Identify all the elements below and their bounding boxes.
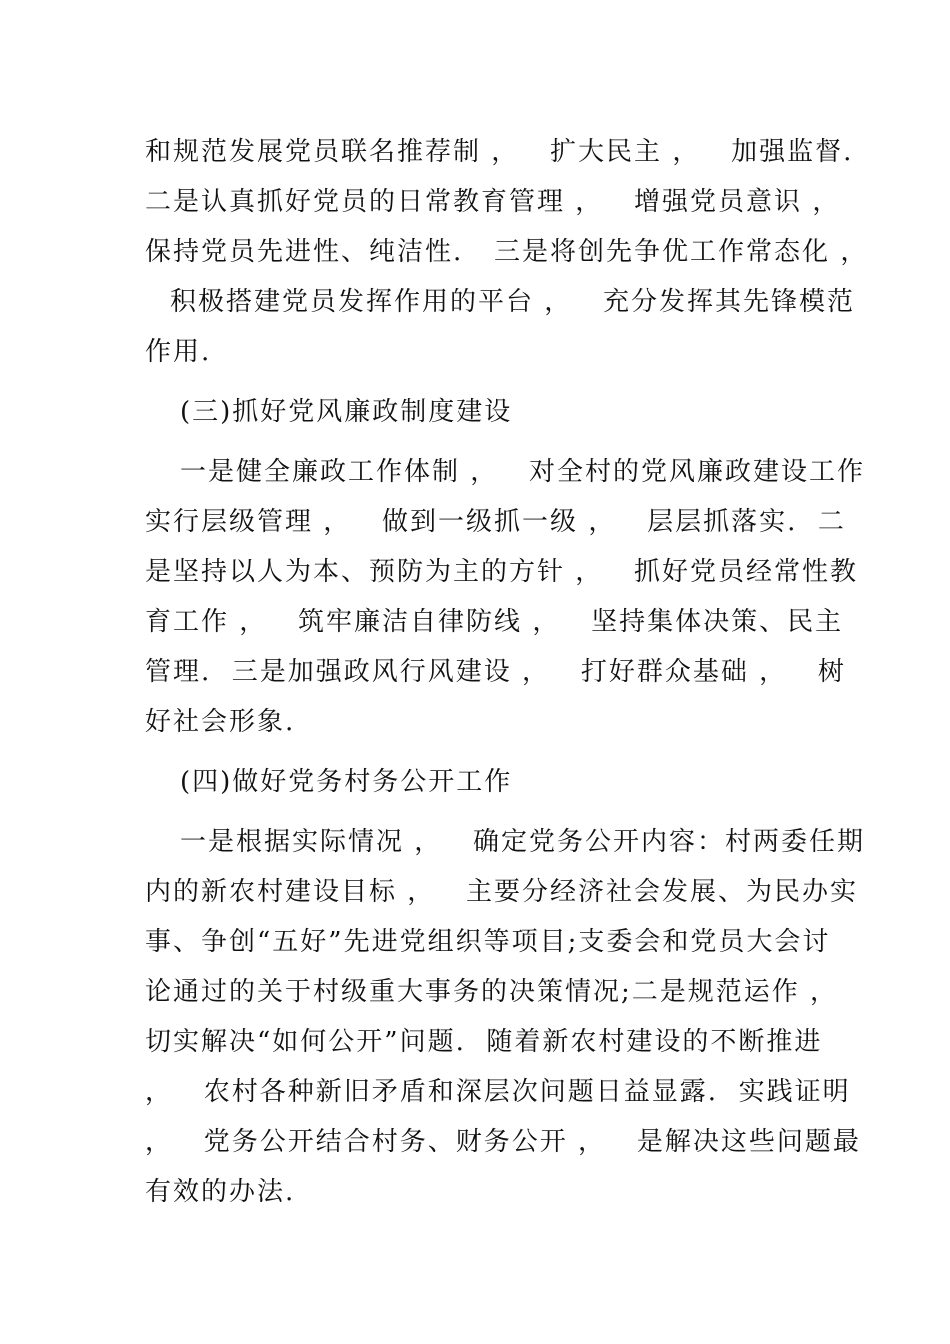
paragraph-line: 作用.	[145, 337, 212, 367]
paragraph-line: 育工作 ， 筑牢廉洁自律防线 ， 坚持集体决策、民主	[145, 607, 844, 637]
paragraph-line: 是坚持以人为本、预防为主的方针 ， 抓好党员经常性教	[145, 557, 859, 587]
paragraph-line: 二是认真抓好党员的日常教育管理 ， 增强党员意识 ，	[145, 187, 841, 217]
paragraph-line: 保持党员先进性、纯洁性. 三是将创先争优工作常态化 ，	[145, 237, 869, 267]
section-heading: (四)做好党务村务公开工作	[180, 767, 513, 797]
paragraph-line: 积极搭建党员发挥作用的平台 ， 充分发挥其先锋模范	[170, 287, 856, 317]
paragraph-line: 内的新农村建设目标 ， 主要分经济社会发展、为民办实	[145, 877, 859, 907]
paragraph-line: 管理. 三是加强政风行风建设 ， 打好群众基础 ， 树	[145, 657, 846, 687]
paragraph-line: 一是根据实际情况 ， 确定党务公开内容：村两委任期	[180, 827, 866, 857]
paragraph-line: 好社会形象.	[145, 707, 296, 737]
paragraph-line: 有效的办法.	[145, 1177, 296, 1207]
paragraph-line: 和规范发展党员联名推荐制 ， 扩大民主 ， 加强监督.	[145, 137, 854, 167]
paragraph-line: 一是健全廉政工作体制 ， 对全村的党风廉政建设工作	[180, 457, 866, 487]
paragraph-line: ， 农村各种新旧矛盾和深层次问题日益显露. 实践证明	[145, 1077, 851, 1107]
paragraph-line: 论通过的关于村级重大事务的决策情况;二是规范运作 ，	[145, 977, 839, 1007]
section-heading: (三)抓好党风廉政制度建设	[180, 397, 513, 427]
paragraph-line: 切实解决“如何公开”问题. 随着新农村建设的不断推进	[145, 1027, 823, 1057]
paragraph-line: 事、争创“五好”先进党组织等项目;支委会和党员大会讨	[145, 927, 831, 957]
paragraph-line: 实行层级管理 ， 做到一级抓一级 ， 层层抓落实. 二	[145, 507, 846, 537]
paragraph-line: ， 党务公开结合村务、财务公开 ， 是解决这些问题最	[145, 1127, 861, 1157]
